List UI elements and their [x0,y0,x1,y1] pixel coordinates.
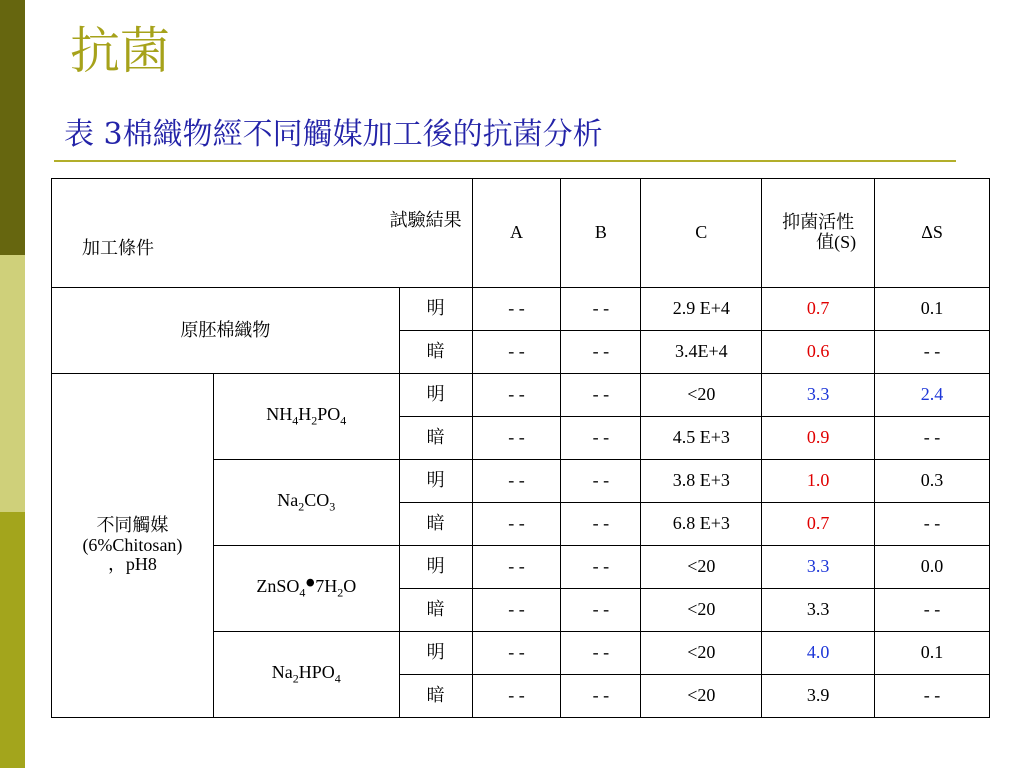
header-delta-s: ΔS [875,179,990,288]
header-col-b: B [561,179,641,288]
formula-dot: • [305,568,316,600]
value-c-cell: <20 [641,632,762,675]
formula-subscript: 2 [311,413,318,428]
value-c-cell: 3.4E+4 [641,331,762,374]
value-a-cell: - - [472,288,561,331]
formula-subscript: 3 [329,499,336,514]
condition-cell: 暗 [399,675,472,718]
activity-value-cell: 4.0 [762,632,875,675]
formula-subscript: 4 [292,413,299,428]
catalyst-group-label-cell [52,374,214,718]
formula-part: NH [266,404,293,425]
header-processing-conditions: 加工條件 [82,238,154,258]
formula-part: O [343,576,357,597]
catalyst-group-label-line: 不同觸媒 [96,514,169,535]
delta-s-cell: 0.1 [875,632,990,675]
delta-s-cell: 2.4 [875,374,990,417]
value-a-cell: - - [472,546,561,589]
activity-value-cell: 0.9 [762,417,875,460]
table-row [52,288,990,331]
value-a-cell: - - [472,503,561,546]
catalyst-name-cell [213,632,399,718]
header-col-c: C [641,179,762,288]
activity-value-cell: 0.6 [762,331,875,374]
value-a-cell: - - [472,589,561,632]
formula-part: ZnSO [256,576,300,597]
activity-value-cell: 0.7 [762,503,875,546]
value-c-cell: <20 [641,546,762,589]
value-c-cell: 3.8 E+3 [641,460,762,503]
formula-part: H [298,404,312,425]
baseline-label-cell: 原胚棉織物 [52,288,400,374]
activity-value-cell: 3.3 [762,546,875,589]
decor-bar-bottom [0,512,25,768]
catalyst-name-cell [213,546,399,632]
value-b-cell: - - [561,417,641,460]
page-title: 抗菌 [70,22,170,80]
activity-value-cell: 3.3 [762,589,875,632]
formula-subscript: 2 [292,671,299,686]
value-c-cell: <20 [641,589,762,632]
condition-cell: 暗 [399,589,472,632]
value-a-cell: - - [472,331,561,374]
header-activity-line2: 值(S) [816,232,857,252]
header-test-results: 試驗結果 [389,210,462,230]
condition-cell: 明 [399,546,472,589]
delta-s-cell: - - [875,417,990,460]
header-activity-line1: 抑菌活性 [782,212,855,233]
value-c-cell: 2.9 E+4 [641,288,762,331]
activity-value-cell: 3.9 [762,675,875,718]
value-b-cell: - - [561,632,641,675]
formula-subscript: 4 [334,671,341,686]
value-b-cell: - - [561,503,641,546]
header-corner-cell [52,179,473,288]
formula-part: CO [304,490,330,511]
condition-cell: 暗 [399,331,472,374]
formula-subscript: 4 [299,585,306,600]
delta-s-cell: - - [875,589,990,632]
table-row [52,374,990,417]
activity-value-cell: 3.3 [762,374,875,417]
activity-value-cell: 1.0 [762,460,875,503]
condition-cell: 明 [399,460,472,503]
value-c-cell: 4.5 E+3 [641,417,762,460]
value-a-cell: - - [472,460,561,503]
value-b-cell: - - [561,589,641,632]
formula-part: PO [317,404,341,425]
formula-part: 7H [315,576,338,597]
value-b-cell: - - [561,374,641,417]
formula-subscript: 4 [340,413,347,428]
value-b-cell: - - [561,546,641,589]
value-b-cell: - - [561,675,641,718]
decor-bar-top [0,0,25,255]
value-a-cell: - - [472,417,561,460]
antibacterial-table [51,178,990,718]
formula-subscript: 2 [337,585,344,600]
value-a-cell: - - [472,675,561,718]
formula-part: Na [277,490,299,511]
delta-s-cell: 0.3 [875,460,990,503]
value-b-cell: - - [561,288,641,331]
value-b-cell: - - [561,460,641,503]
decor-bar-middle [0,255,25,512]
condition-cell: 明 [399,288,472,331]
condition-cell: 暗 [399,417,472,460]
value-c-cell: <20 [641,374,762,417]
delta-s-cell: - - [875,503,990,546]
condition-cell: 暗 [399,503,472,546]
delta-s-cell: - - [875,331,990,374]
catalyst-group-label-line: ，pH8 [107,554,157,575]
value-c-cell: 6.8 E+3 [641,503,762,546]
value-a-cell: - - [472,632,561,675]
formula-subscript: 2 [298,499,305,514]
delta-s-cell: 0.0 [875,546,990,589]
delta-s-cell: - - [875,675,990,718]
caption-underline [54,160,956,162]
catalyst-name-cell [213,374,399,460]
value-b-cell: - - [561,331,641,374]
header-activity-value [762,179,875,288]
catalyst-group-label-line: (6%Chitosan) [82,534,183,555]
table-caption: 表 3棉織物經不同觸媒加工後的抗菌分析 [64,117,603,152]
activity-value-cell: 0.7 [762,288,875,331]
header-row [52,179,990,288]
value-a-cell: - - [472,374,561,417]
header-col-a: A [472,179,561,288]
value-c-cell: <20 [641,675,762,718]
catalyst-name-cell [213,460,399,546]
delta-s-cell: 0.1 [875,288,990,331]
formula-part: Na [271,662,293,683]
condition-cell: 明 [399,374,472,417]
formula-part: HPO [298,662,335,683]
condition-cell: 明 [399,632,472,675]
